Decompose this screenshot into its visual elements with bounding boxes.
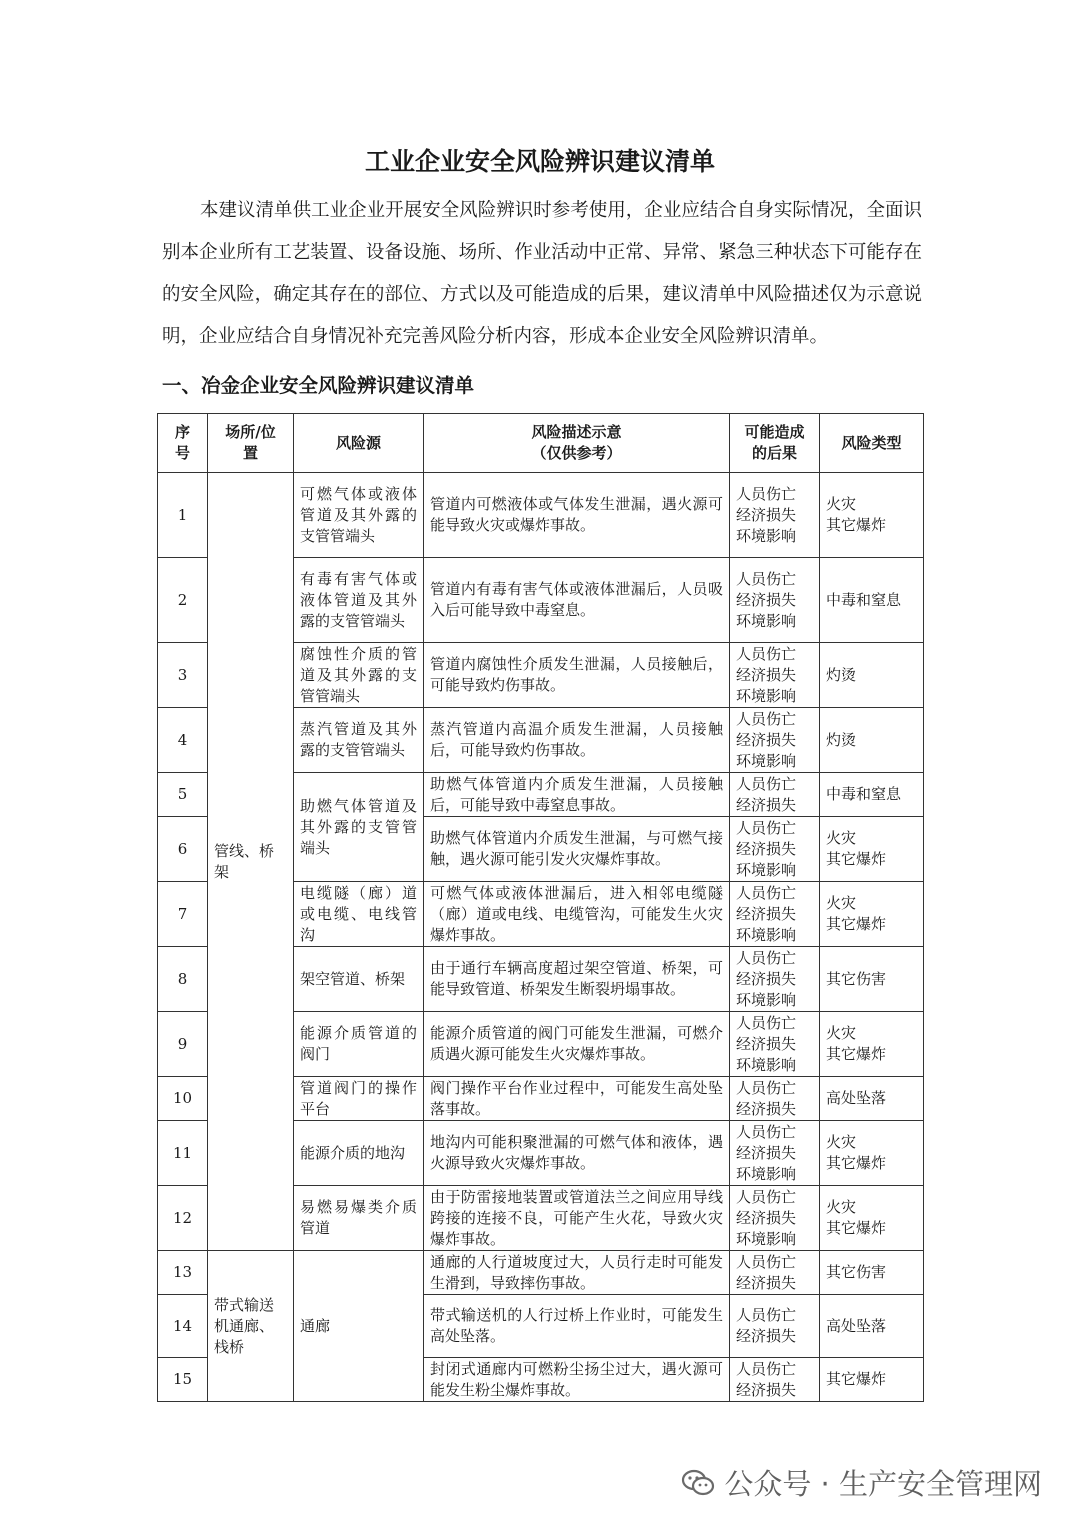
watermark-text: 公众号 · 生产安全管理网 <box>724 1467 1042 1501</box>
source-cell: 有毒有害气体或液体管道及其外露的支管管端头 <box>294 558 424 643</box>
consequence-cell: 人员伤亡 经济损失 <box>730 1358 820 1402</box>
type-cell: 灼烫 <box>820 708 924 773</box>
section-heading: 一、冶金企业安全风险辨识建议清单 <box>162 374 475 397</box>
type-cell: 其它伤害 <box>820 1251 924 1295</box>
type-cell: 火灾 其它爆炸 <box>820 1121 924 1186</box>
consequence-cell: 人员伤亡 经济损失 环境影响 <box>730 643 820 708</box>
consequence-cell: 人员伤亡 经济损失 环境影响 <box>730 882 820 947</box>
source-cell: 蒸汽管道及其外露的支管管端头 <box>294 708 424 773</box>
type-cell: 火灾 其它爆炸 <box>820 1186 924 1251</box>
desc-cell: 能源介质管道的阀门可能发生泄漏，可燃介质遇火源可能发生火灾爆炸事故。 <box>424 1012 730 1077</box>
source-cell: 助燃气体管道及其外露的支管管端头 <box>294 773 424 882</box>
source-cell: 可燃气体或液体管道及其外露的支管管端头 <box>294 473 424 558</box>
row-no: 2 <box>158 558 208 643</box>
desc-cell: 由于通行车辆高度超过架空管道、桥架，可能导致管道、桥架发生断裂坍塌事故。 <box>424 947 730 1012</box>
place-cell: 带式输送机通廊、栈桥 <box>208 1251 294 1402</box>
row-no: 5 <box>158 773 208 817</box>
watermark <box>680 1462 1042 1503</box>
desc-cell: 助燃气体管道内介质发生泄漏，与可燃气接触，遇火源可能引发火灾爆炸事故。 <box>424 817 730 882</box>
row-no: 6 <box>158 817 208 882</box>
row-no: 4 <box>158 708 208 773</box>
table-row <box>158 1251 924 1295</box>
document-title: 工业企业安全风险辨识建议清单 <box>364 147 715 176</box>
row-no: 8 <box>158 947 208 1012</box>
source-cell: 架空管道、桥架 <box>294 947 424 1012</box>
source-cell: 能源介质管道的阀门 <box>294 1012 424 1077</box>
type-cell: 高处坠落 <box>820 1077 924 1121</box>
desc-cell: 蒸汽管道内高温介质发生泄漏，人员接触后，可能导致灼伤事故。 <box>424 708 730 773</box>
type-cell: 灼烫 <box>820 643 924 708</box>
type-cell: 高处坠落 <box>820 1295 924 1358</box>
type-cell: 火灾 其它爆炸 <box>820 817 924 882</box>
row-no: 1 <box>158 473 208 558</box>
consequence-cell: 人员伤亡 经济损失 <box>730 1295 820 1358</box>
desc-cell: 管道内腐蚀性介质发生泄漏，人员接触后，可能导致灼伤事故。 <box>424 643 730 708</box>
consequence-cell: 人员伤亡 经济损失 <box>730 1251 820 1295</box>
row-no: 9 <box>158 1012 208 1077</box>
source-cell: 电缆隧（廊）道或电缆、电线管沟 <box>294 882 424 947</box>
desc-cell: 管道内有毒有害气体或液体泄漏后，人员吸入后可能导致中毒窒息。 <box>424 558 730 643</box>
desc-cell: 地沟内可能积聚泄漏的可燃气体和液体，遇火源导致火灾爆炸事故。 <box>424 1121 730 1186</box>
table-row <box>158 473 924 558</box>
consequence-cell: 人员伤亡 经济损失 <box>730 1077 820 1121</box>
source-cell: 能源介质的地沟 <box>294 1121 424 1186</box>
desc-cell: 管道内可燃液体或气体发生泄漏，遇火源可能导致火灾或爆炸事故。 <box>424 473 730 558</box>
source-cell: 腐蚀性介质的管道及其外露的支管管端头 <box>294 643 424 708</box>
header-place: 场所/位 置 <box>208 414 294 473</box>
risk-table <box>157 413 924 1402</box>
desc-cell: 可燃气体或液体泄漏后，进入相邻电缆隧（廊）道或电线、电缆管沟，可能发生火灾爆炸事故。 <box>424 882 730 947</box>
consequence-cell: 人员伤亡 经济损失 环境影响 <box>730 558 820 643</box>
type-cell: 火灾 其它爆炸 <box>820 882 924 947</box>
row-no: 12 <box>158 1186 208 1251</box>
desc-cell: 封闭式通廊内可燃粉尘扬尘过大，遇火源可能发生粉尘爆炸事故。 <box>424 1358 730 1402</box>
place-cell: 管线、桥架 <box>208 473 294 1251</box>
desc-cell: 带式输送机的人行过桥上作业时，可能发生高处坠落。 <box>424 1295 730 1358</box>
wechat-icon <box>680 1465 716 1501</box>
header-no: 序 号 <box>158 414 208 473</box>
desc-cell: 由于防雷接地装置或管道法兰之间应用导线跨接的连接不良，可能产生火花，导致火灾爆炸事故。 <box>424 1186 730 1251</box>
header-type: 风险类型 <box>820 414 924 473</box>
table-header-row <box>158 414 924 473</box>
desc-cell: 助燃气体管道内介质发生泄漏，人员接触后，可能导致中毒窒息事故。 <box>424 773 730 817</box>
header-consequence: 可能造成 的后果 <box>730 414 820 473</box>
row-no: 10 <box>158 1077 208 1121</box>
row-no: 11 <box>158 1121 208 1186</box>
consequence-cell: 人员伤亡 经济损失 环境影响 <box>730 1121 820 1186</box>
row-no: 3 <box>158 643 208 708</box>
consequence-cell: 人员伤亡 经济损失 环境影响 <box>730 817 820 882</box>
source-cell: 易燃易爆类介质管道 <box>294 1186 424 1251</box>
type-cell: 火灾 其它爆炸 <box>820 473 924 558</box>
type-cell: 火灾 其它爆炸 <box>820 1012 924 1077</box>
source-cell: 通廊 <box>294 1251 424 1402</box>
row-no: 14 <box>158 1295 208 1358</box>
row-no: 7 <box>158 882 208 947</box>
type-cell: 中毒和窒息 <box>820 558 924 643</box>
consequence-cell: 人员伤亡 经济损失 环境影响 <box>730 1012 820 1077</box>
row-no: 13 <box>158 1251 208 1295</box>
header-desc: 风险描述示意 （仅供参考） <box>424 414 730 473</box>
consequence-cell: 人员伤亡 经济损失 环境影响 <box>730 473 820 558</box>
consequence-cell: 人员伤亡 经济损失 环境影响 <box>730 1186 820 1251</box>
source-cell: 管道阀门的操作平台 <box>294 1077 424 1121</box>
desc-cell: 通廊的人行道坡度过大，人员行走时可能发生滑到，导致摔伤事故。 <box>424 1251 730 1295</box>
type-cell: 其它爆炸 <box>820 1358 924 1402</box>
header-source: 风险源 <box>294 414 424 473</box>
consequence-cell: 人员伤亡 经济损失 环境影响 <box>730 947 820 1012</box>
type-cell: 其它伤害 <box>820 947 924 1012</box>
desc-cell: 阀门操作平台作业过程中，可能发生高处坠落事故。 <box>424 1077 730 1121</box>
type-cell: 中毒和窒息 <box>820 773 924 817</box>
consequence-cell: 人员伤亡 经济损失 环境影响 <box>730 708 820 773</box>
intro-paragraph: 本建议清单供工业企业开展安全风险辨识时参考使用，企业应结合自身实际情况，全面识别本企业所有工艺装置、设备设施、场所、作业活动中正常、异常、紧急三种状态下可能存在的安全风险，确定其存在的部位、方式以及可能造成的后果，建议清单中风险描述仅为示意说明，企业应结合自身情况补充完善风险分析内容，形成本企业安全风险辨识清单。 <box>162 200 922 347</box>
consequence-cell: 人员伤亡 经济损失 <box>730 773 820 817</box>
row-no: 15 <box>158 1358 208 1402</box>
